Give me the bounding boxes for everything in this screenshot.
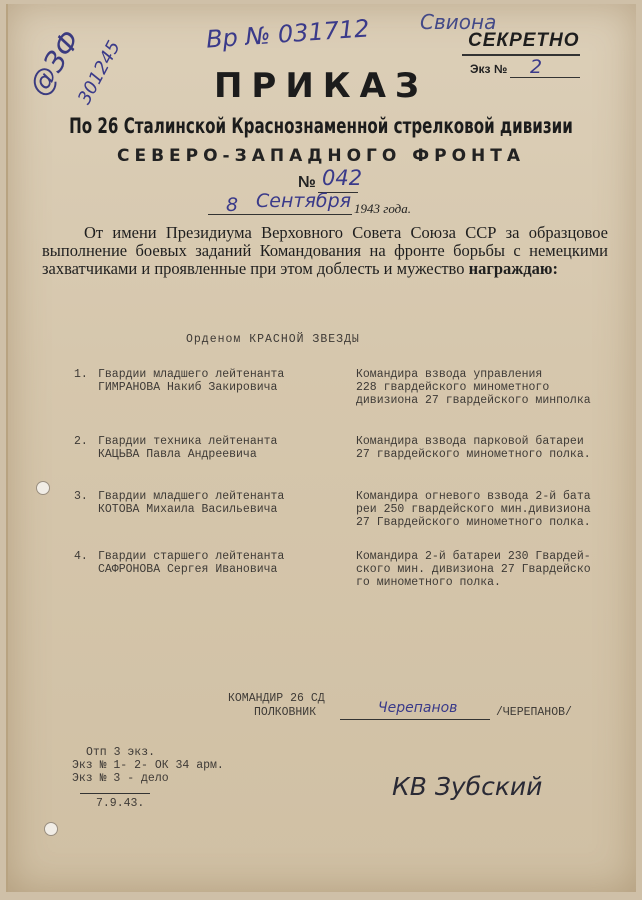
awardee-position-block xyxy=(356,368,591,407)
awardee-name: ГИМРАНОВА Накиб Закировича xyxy=(98,381,278,394)
signature-title: КОМАНДИР 26 СД xyxy=(228,692,325,705)
awardee-rank: Гвардии техника лейтенанта xyxy=(98,435,278,448)
distribution-line: Экз № 1- 2- ОК 34 арм. xyxy=(72,759,224,772)
awardee-name: КОТОВА Михаила Васильевича xyxy=(98,503,278,516)
handwritten-note: КВ Зубский xyxy=(392,772,543,801)
archive-handwritten-note: Свиона xyxy=(420,10,497,34)
awardee-name-block xyxy=(98,550,284,576)
signature-handwritten: Черепанов xyxy=(378,700,458,716)
classification-underline xyxy=(462,54,580,56)
awardee-rank: Гвардии старшего лейтенанта xyxy=(98,550,285,563)
distribution-line: Отп 3 экз. xyxy=(86,746,156,759)
awardee-name: КАЦЬВА Павла Андреевича xyxy=(98,448,257,461)
awardee-number: 2. xyxy=(74,435,88,448)
classification-label: СЕКРЕТНО xyxy=(468,30,580,51)
awardee-position-line: Командира взвода парковой батареи xyxy=(356,435,584,448)
document-title: ПРИКАЗ xyxy=(213,66,429,106)
awardee-position-line: 27 гвардейского минометного полка. xyxy=(356,448,591,461)
copy-number: 2 xyxy=(530,56,543,78)
awardee-name-block xyxy=(98,368,284,394)
awardee-number: 3. xyxy=(74,490,88,503)
awardee-name-block xyxy=(98,490,284,516)
awardee-position-line: дивизиона 27 гвардейского минполка xyxy=(356,394,591,407)
awardee-position-block xyxy=(356,550,591,589)
order-number-label: № xyxy=(298,174,316,191)
awardee-position-line: го минометного полка. xyxy=(356,576,501,589)
distribution-line: Экз № 3 - дело xyxy=(72,772,169,785)
distribution-list xyxy=(72,746,224,785)
date-day: 8 xyxy=(226,194,239,216)
distribution-date: 7.9.43. xyxy=(96,797,145,810)
awardee-rank: Гвардии младшего лейтенанта xyxy=(98,368,285,381)
archive-stamp: @ЗФ xyxy=(22,24,88,102)
archive-ref-number: Вр № 031712 xyxy=(205,14,371,54)
awardee-number: 4. xyxy=(74,550,88,563)
awardee-name-block xyxy=(98,435,277,461)
awardee-position-block xyxy=(356,435,591,461)
date-year: 1943 года. xyxy=(354,201,411,216)
copy-label: Экз № xyxy=(470,62,508,76)
awardee-position-block xyxy=(356,490,591,529)
signature-rank: ПОЛКОВНИК xyxy=(254,706,317,719)
awardee-position-line: реи 250 гвардейского мин.дивизиона xyxy=(356,503,591,516)
awardee-position-line: Командира взвода управления xyxy=(356,368,543,381)
signature-name: /ЧЕРЕПАНОВ/ xyxy=(496,706,572,719)
awardee-position-line: ского мин. дивизиона 27 Гвардейско xyxy=(356,563,591,576)
awardee-position-line: 27 Гвардейского минометного полка. xyxy=(356,516,591,529)
intro-emphasis: награждаю: xyxy=(468,259,558,278)
signature-line xyxy=(340,719,490,720)
intro-text: От имени Президиума Верховного Совета Союза ССР за образцовое выполнение боевых заданий Командования на фронте борьбы с немецкими захватчиками и проявленные при этом доблесть и мужество xyxy=(42,223,608,278)
awardee-position-line: 228 гвардейского минометного xyxy=(356,381,550,394)
archive-stamp-date: 301245 xyxy=(74,37,125,108)
awardee-rank: Гвардии младшего лейтенанта xyxy=(98,490,285,503)
front-line: СЕВЕРО-ЗАПАДНОГО ФРОНТА xyxy=(116,146,526,166)
order-name: Орденом КРАСНОЙ ЗВЕЗДЫ xyxy=(186,333,360,346)
order-number-value: 042 xyxy=(322,166,363,190)
awardee-number: 1. xyxy=(74,368,88,381)
awardee-name: САФРОНОВА Сергея Ивановича xyxy=(98,563,278,576)
punch-hole-bottom xyxy=(44,822,58,836)
awardee-position-line: Командира огневого взвода 2-й бата xyxy=(356,490,591,503)
distribution-underline xyxy=(80,793,150,794)
date-month: Сентября xyxy=(256,190,352,212)
intro-paragraph xyxy=(42,224,608,278)
division-line: По 26 Сталинской Краснознаменной стрелковой дивизии xyxy=(69,114,573,138)
awardee-position-line: Командира 2-й батареи 230 Гвардей- xyxy=(356,550,591,563)
punch-hole-top xyxy=(36,481,50,495)
